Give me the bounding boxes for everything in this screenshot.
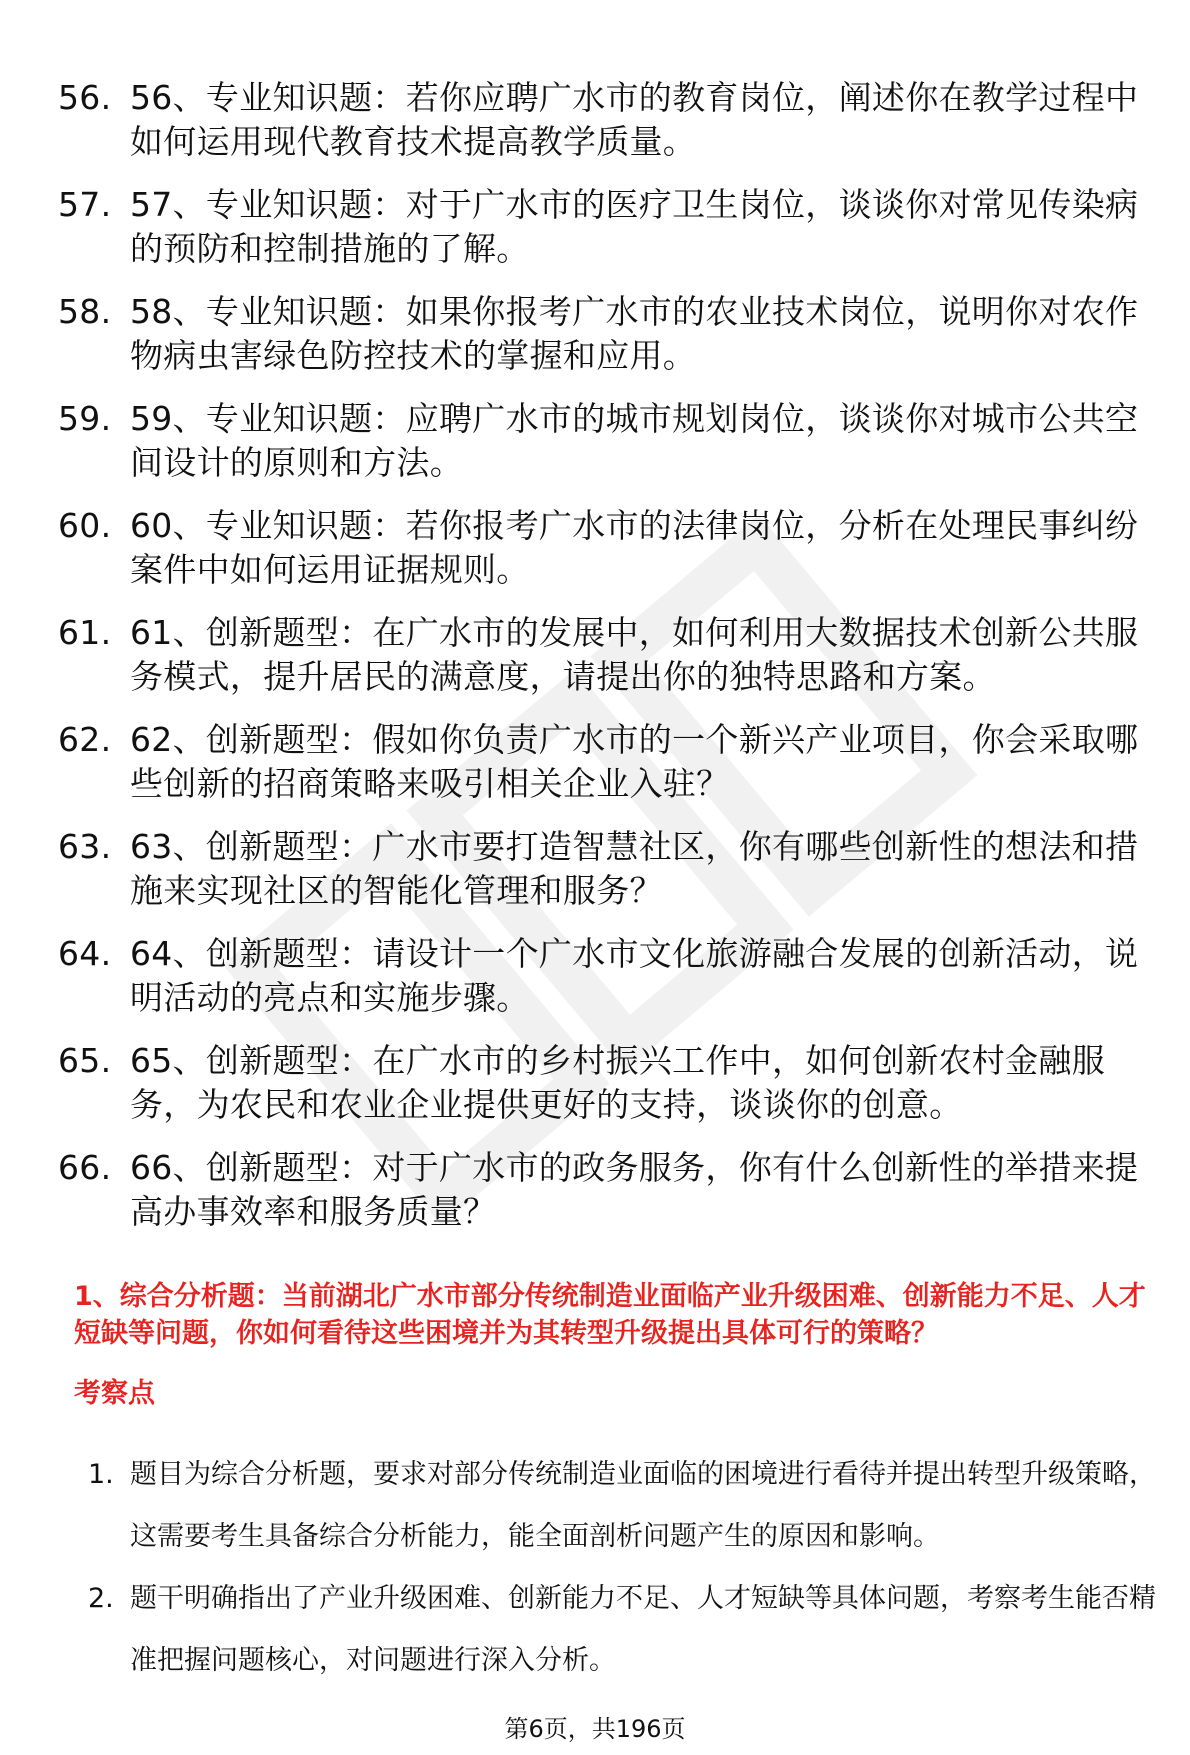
points-label: 考察点: [74, 1378, 155, 1409]
section-title: 1、综合分析题：当前湖北广水市部分传统制造业面临产业升级困难、创新能力不足、人才短缺等问题，你如何看待这些困境并为其转型升级提出具体可行的策略？: [74, 1281, 1146, 1349]
question-text: 62、创新题型：假如你负责广水市的一个新兴产业项目，你会采取哪些创新的招商策略来吸引相关企业入驻？: [130, 720, 1139, 803]
question-number: 64.: [58, 934, 112, 973]
question-item: [58, 1039, 1158, 1127]
points-list: [88, 1444, 1158, 1692]
question-item: [58, 718, 1158, 806]
point-text: 题目为综合分析题，要求对部分传统制造业面临的困境进行看待并提出转型升级策略，这需要考生具备综合分析能力，能全面剖析问题产生的原因和影响。: [130, 1459, 1156, 1552]
question-item: [58, 825, 1158, 913]
question-text: 58、专业知识题：如果你报考广水市的农业技术岗位，说明你对农作物病虫害绿色防控技术的掌握和应用。: [130, 292, 1139, 375]
question-text: 57、专业知识题：对于广水市的医疗卫生岗位，谈谈你对常见传染病的预防和控制措施的了解。: [130, 185, 1139, 268]
question-item: [58, 290, 1158, 378]
question-text: 61、创新题型：在广水市的发展中，如何利用大数据技术创新公共服务模式，提升居民的满意度，请提出你的独特思路和方案。: [130, 613, 1139, 696]
question-number: 62.: [58, 720, 112, 759]
question-number: 61.: [58, 613, 112, 652]
point-number: 1.: [88, 1459, 114, 1490]
question-text: 56、专业知识题：若你应聘广水市的教育岗位，阐述你在教学过程中如何运用现代教育技术提高教学质量。: [130, 78, 1139, 161]
question-number: 63.: [58, 827, 112, 866]
question-number: 57.: [58, 185, 112, 224]
question-text: 66、创新题型：对于广水市的政务服务，你有什么创新性的举措来提高办事效率和服务质量？: [130, 1148, 1139, 1231]
question-item: [58, 504, 1158, 592]
question-number: 56.: [58, 78, 112, 117]
question-item: [58, 76, 1158, 164]
point-text: 题干明确指出了产业升级困难、创新能力不足、人才短缺等具体问题，考察考生能否精准把握问题核心，对问题进行深入分析。: [130, 1583, 1156, 1676]
question-text: 59、专业知识题：应聘广水市的城市规划岗位，谈谈你对城市公共空间设计的原则和方法。: [130, 399, 1139, 482]
question-text: 65、创新题型：在广水市的乡村振兴工作中，如何创新农村金融服务，为农民和农业企业提供更好的支持，谈谈你的创意。: [130, 1041, 1105, 1124]
point-number: 2.: [88, 1583, 114, 1614]
point-item: [88, 1444, 1158, 1568]
question-item: [58, 1146, 1158, 1234]
question-number: 66.: [58, 1148, 112, 1187]
question-list: [58, 76, 1158, 1253]
question-item: [58, 183, 1158, 271]
question-item: [58, 932, 1158, 1020]
point-item: [88, 1568, 1158, 1692]
question-item: [58, 611, 1158, 699]
question-number: 59.: [58, 399, 112, 438]
question-text: 60、专业知识题：若你报考广水市的法律岗位，分析在处理民事纠纷案件中如何运用证据规则。: [130, 506, 1139, 589]
question-number: 60.: [58, 506, 112, 545]
page-footer: 第6页，共196页: [504, 1715, 686, 1743]
question-number: 65.: [58, 1041, 112, 1080]
question-number: 58.: [58, 292, 112, 331]
question-text: 63、创新题型：广水市要打造智慧社区，你有哪些创新性的想法和措施来实现社区的智能化管理和服务？: [130, 827, 1139, 910]
question-text: 64、创新题型：请设计一个广水市文化旅游融合发展的创新活动，说明活动的亮点和实施步骤。: [130, 934, 1139, 1017]
question-item: [58, 397, 1158, 485]
